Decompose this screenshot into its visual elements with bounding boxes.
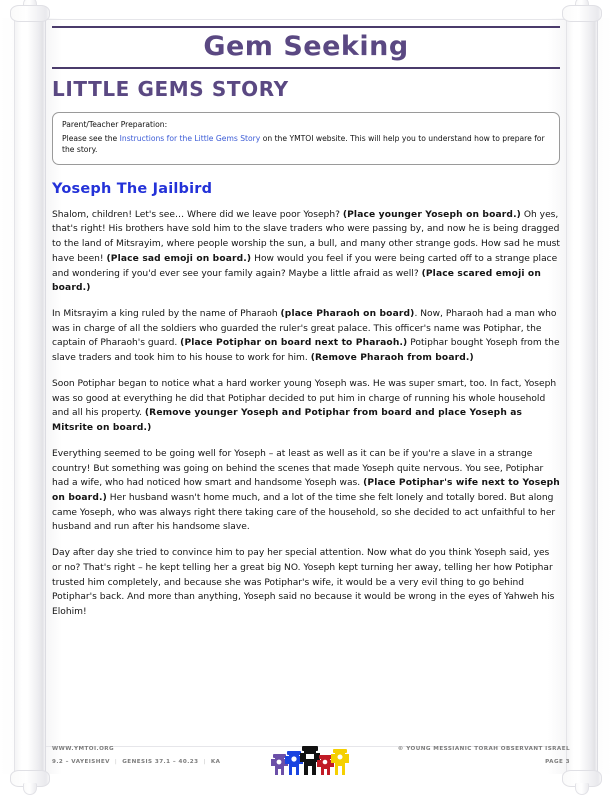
footer-left-block — [52, 746, 220, 766]
story-instruction: (Place Potiphar on board next to Pharaoh.) — [180, 338, 408, 349]
page-footer — [52, 746, 570, 780]
story-text: How would you feel if you were being carted off to a strange place and wondering if you'd ever see your family again? Maybe a little afraid as well? — [52, 253, 558, 279]
story-paragraph — [52, 377, 560, 436]
footer-separator: | — [114, 759, 118, 766]
ymtoi-logo — [271, 744, 351, 782]
scroll-knob-bottom-left — [23, 783, 37, 795]
story-title: Yoseph The Jailbird — [52, 180, 213, 197]
footer-copyright: © YOUNG MESSIANIC TORAH OBSERVANT ISRAEL — [397, 746, 570, 752]
story-text: Her husband wasn't home much, and a lot of the time she felt lonely and totally bored. But along came Yoseph, who was always right there taking care of the household, so she decided to act unfaithful to her husband and run after his handsome slave. — [52, 492, 556, 533]
sheet-edge-top — [44, 19, 568, 20]
title-rule-bottom — [52, 67, 560, 69]
story-text: Everything seemed to be going well for Yoseph – at least as well as it can be if you're a slave in a strange country! But something was going on behind the scenes that made Yoseph quite nervous. You see, Potiphar had a wife, who had noticed how smart and handsome Yoseph was. — [52, 448, 544, 489]
story-text: Soon Potiphar began to notice what a hard worker young Yoseph was. He was super smart, too. In fact, Yoseph was so good at everything he did that Potiphar decided to put him in charge of running his whole household and all his property. — [52, 378, 557, 419]
footer-lesson: 9.2 – VAYEISHEV — [52, 759, 110, 766]
section-title: LITTLE GEMS STORY — [52, 76, 289, 101]
footer-website[interactable]: WWW.YMTOI.ORG — [52, 746, 115, 752]
story-instruction: (Place sad emoji on board.) — [106, 253, 252, 264]
story-text: In Mitsrayim a king ruled by the name of Pharaoh — [52, 309, 281, 320]
logo-figure-yellow — [331, 749, 349, 775]
parent-teacher-prep-box — [52, 112, 560, 165]
scroll-cap-top-right — [562, 5, 602, 22]
story-paragraph — [52, 307, 560, 366]
story-text: Day after day she tried to convince him to pay her special attention. Now what do you think Yoseph said, yes or no? That's right – he kept telling her a great big NO. Yoseph kept turning her away, telling her how Potiphar trusted him completely, and because she was Potiphar's wife, it would be a very evil thing to go behind Potiphar's back. And more than anything, Yoseph said no because it would be wrong in the eyes of Yahweh his Elohim! — [52, 548, 555, 617]
prep-text-after-link: on the YMTOI website. This will help you to understand how to prepare for the story. — [62, 134, 545, 154]
scroll-knob-bottom-right — [575, 783, 589, 795]
story-instruction: (Remove younger Yoseph and Potiphar from board and place Yoseph as Mitsrite on board.) — [52, 408, 523, 434]
story-text: Oh yes, that's right! His brothers have sold him to the slave traders who were passing by, and now he is being dragged to the land of Mitsrayim, where people worship the sun, a bull, and many other strange gods. How sad he must have been! — [52, 209, 560, 264]
logo-figures-icon — [271, 744, 351, 778]
story-instruction: (Remove Pharaoh from board.) — [310, 353, 474, 364]
scroll-cap-top-left — [10, 5, 50, 22]
story-instruction: (Place Potiphar's wife next to Yoseph on board.) — [52, 478, 560, 503]
prep-heading: Parent/Teacher Preparation: — [62, 119, 168, 129]
story-text: Shalom, children! Let's see… Where did we leave poor Yoseph? — [52, 209, 343, 220]
scroll-rod-right — [566, 14, 598, 778]
story-body — [52, 208, 560, 620]
footer-code: KA — [210, 759, 221, 766]
story-instruction: (place Pharaoh on board) — [280, 309, 415, 320]
footer-separator: | — [203, 759, 206, 766]
scroll-rod-left — [14, 14, 46, 778]
story-text: . Now, Pharaoh had a man who was in charge of all the soldiers who guarded the ruler's great palace. This officer's name was Potiphar, the captain of Pharaoh's guard. — [52, 309, 557, 349]
footer-page-number: PAGE 3 — [545, 759, 570, 766]
story-text: Potiphar bought Yoseph from the slave traders and took him to his house to work for him. — [52, 338, 560, 364]
story-instruction: (Place younger Yoseph on board.) — [342, 209, 521, 220]
footer-right-block — [398, 746, 570, 766]
story-paragraph — [52, 447, 560, 535]
prep-text-before-link: Please see the — [62, 134, 120, 144]
footer-scripture: GENESIS 37.1 – 40.23 — [122, 759, 199, 766]
story-instruction: (Place scared emoji on board.) — [52, 268, 541, 294]
instructions-link[interactable]: Instructions for the Little Gems Story — [119, 134, 261, 144]
page-title: Gem Seeking — [203, 31, 409, 62]
prep-body — [62, 134, 550, 156]
footer-lesson-line — [52, 759, 220, 765]
document-content — [52, 26, 560, 620]
story-paragraph — [52, 208, 560, 296]
story-paragraph — [52, 546, 560, 620]
